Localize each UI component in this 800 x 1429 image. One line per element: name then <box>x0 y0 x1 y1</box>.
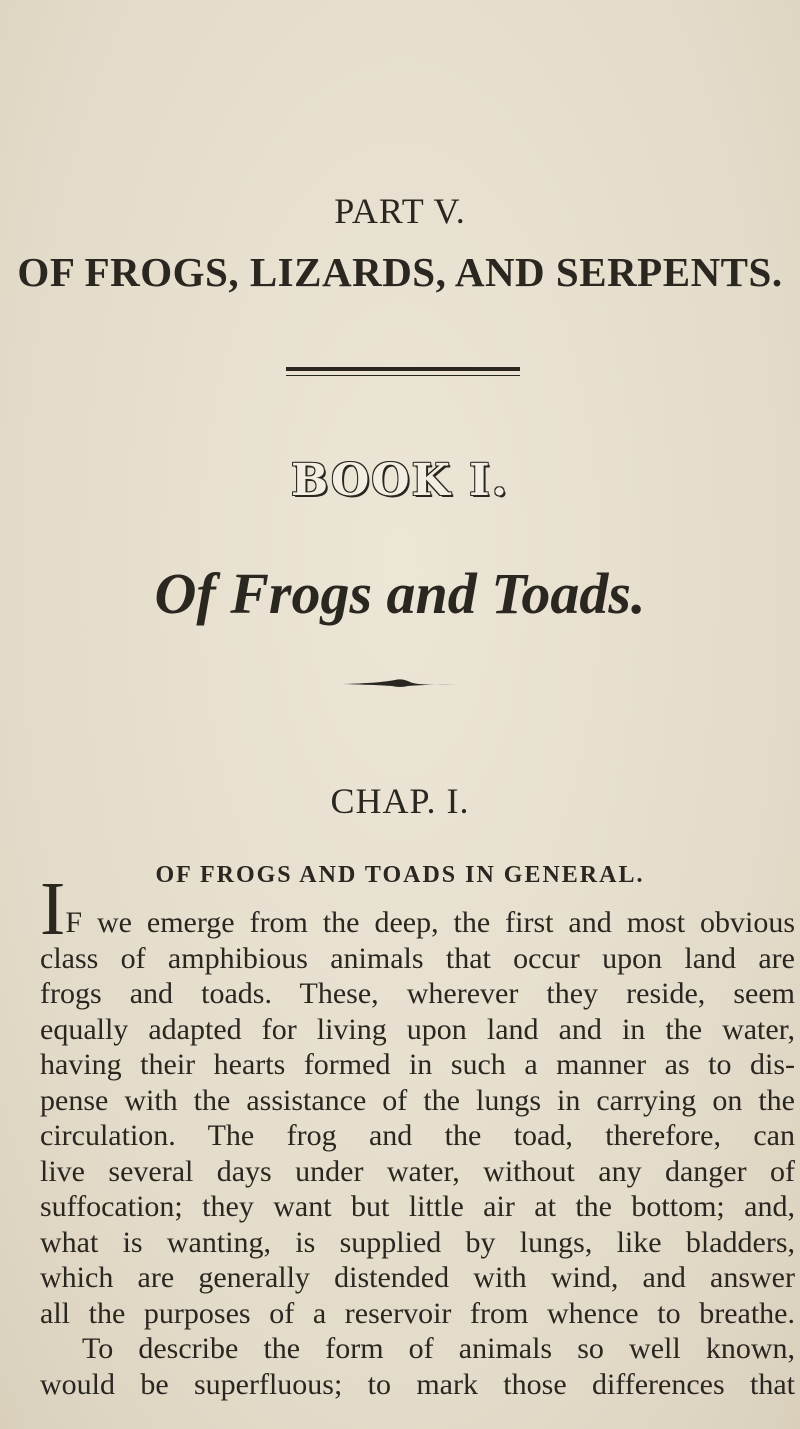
part-label: PART V. <box>334 191 466 231</box>
first-word-rest: F <box>65 906 82 939</box>
text-line: equally adapted for living upon land and in the water, <box>40 1012 795 1046</box>
text-line: would be superfluous; to mark those differences that <box>40 1367 795 1401</box>
chapter-subtitle: OF FROGS AND TOADS IN GENERAL. <box>155 862 645 888</box>
text-line: having their hearts formed in such a manner as to dis- <box>40 1048 795 1081</box>
book-subtitle: Of Frogs and Toads. <box>154 561 646 626</box>
text-line: all the purposes of a reservoir from whence to breathe. <box>40 1296 795 1330</box>
text-line: frogs and toads. These, wherever they reside, seem <box>40 977 795 1010</box>
text-line: which are generally distended with wind, and answer <box>40 1261 795 1294</box>
text-line: suffocation; they want but little air at the bottom; and, <box>40 1190 795 1223</box>
text-line: class of amphibious animals that occur upon land are <box>40 941 795 975</box>
chapter-label: CHAP. I. <box>330 781 470 821</box>
text-line: pense with the assistance of the lungs in carrying on the <box>40 1083 795 1117</box>
text-line: circulation. The frog and the toad, therefore, can <box>40 1119 795 1152</box>
title-rule-thick <box>286 367 520 371</box>
text-line: live several days under water, without any danger of <box>40 1154 795 1188</box>
title-rule-thin <box>286 375 520 376</box>
text-line: To describe the form of animals so well known, <box>82 1332 795 1365</box>
main-title: OF FROGS, LIZARDS, AND SERPENTS. <box>17 249 783 295</box>
text-line-content: we emerge from the deep, the first and most obvious <box>82 906 795 939</box>
drop-cap: I <box>40 867 66 951</box>
text-line: what is wanting, is supplied by lungs, like bladders, <box>40 1225 795 1259</box>
ornament-divider-icon <box>340 677 460 691</box>
book-label: BOOK I. <box>290 455 510 506</box>
